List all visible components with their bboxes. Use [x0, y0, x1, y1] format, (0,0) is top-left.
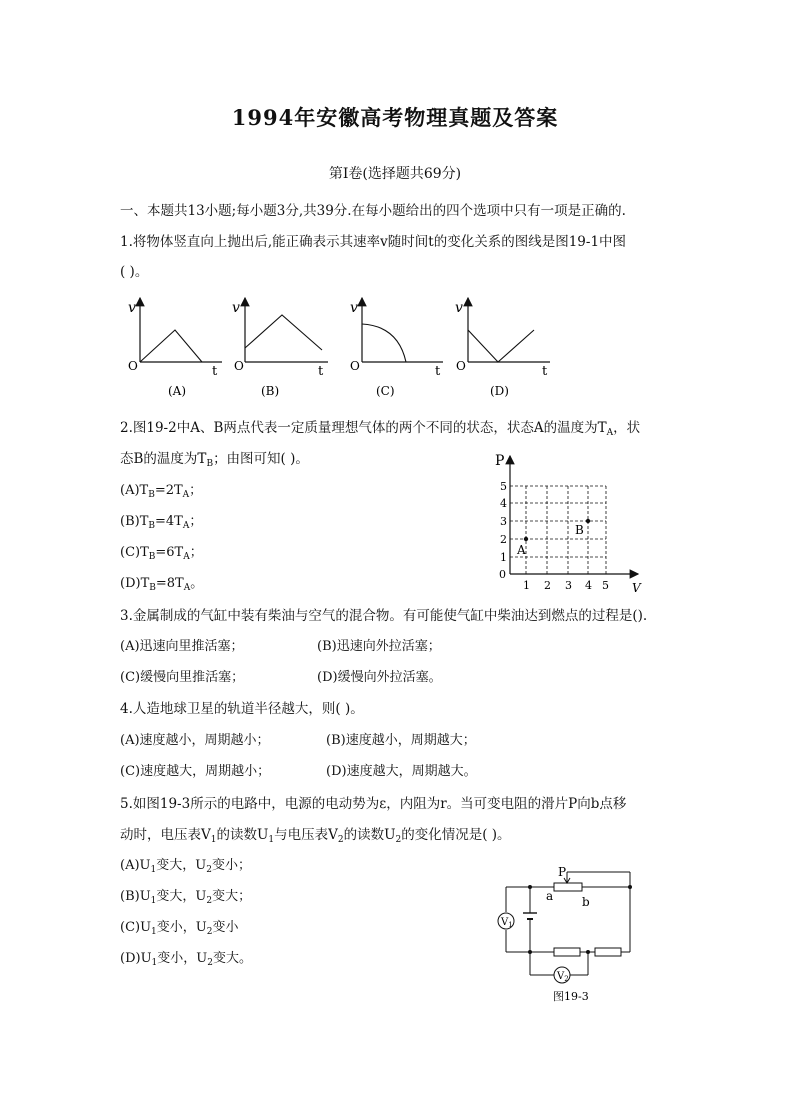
q1-graphs-figure	[110, 290, 560, 402]
q5-circuit-diagram	[490, 862, 640, 1010]
pv-point-b	[586, 519, 590, 523]
pv-ytick-3: 3	[500, 515, 507, 528]
q4-option-d: (D)速度越大，周期越大。	[326, 764, 477, 779]
q3-option-a: (A)迅速向里推活塞；	[120, 639, 244, 654]
q4-option-b: (B)速度越小，周期越大；	[326, 733, 476, 748]
q2-option-c: $(C)T_B=6T_A$；	[120, 545, 203, 562]
q1-graph-a	[128, 298, 222, 398]
q1-c-origin: O	[350, 359, 360, 373]
q5-option-b: $(B)U_1$变大，$U_2$变大；	[120, 889, 252, 906]
q1-c-v-label: v	[350, 300, 358, 316]
q1-graph-c	[350, 298, 443, 398]
pv-ytick-4: 4	[500, 497, 507, 510]
q5-option-c: $(C)U_1$变小，$U_2$变小	[120, 920, 239, 937]
q1-a-origin: O	[128, 359, 138, 373]
q1-b-t-label: t	[318, 364, 324, 379]
q1-graph-d	[455, 298, 550, 398]
q2-option-d: $(D)T_B=8T_A$。	[120, 576, 204, 593]
pv-origin: 0	[499, 568, 506, 581]
circuit-v1-label: $V_1$	[501, 917, 513, 929]
pv-v-label: V	[632, 581, 641, 595]
q1-stem-line1: 1.将物体竖直向上抛出后,能正确表示其速率v随时间t的变化关系的图线是图19-1中图	[120, 234, 627, 250]
pv-grid	[510, 486, 606, 574]
circuit-a-label: a	[546, 889, 554, 903]
q1-d-label: (D)	[490, 384, 509, 398]
pv-xtick-1: 1	[523, 579, 530, 592]
pv-p-label: P	[495, 453, 505, 469]
q1-c-t-label: t	[435, 364, 441, 379]
q1-graph-b	[232, 298, 328, 398]
page-title: 1994年安徽高考物理真题及答案	[231, 105, 559, 130]
q2-option-a: $(A)T_B=2T_A$；	[120, 483, 203, 500]
pv-xtick-3: 3	[565, 579, 572, 592]
pv-ytick-5: 5	[500, 480, 507, 493]
q4-stem: 4.人造地球卫星的轨道半径越大，则( )。	[120, 701, 364, 717]
q2-pv-chart	[488, 448, 648, 596]
q4-option-a: (A)速度越小，周期越小；	[120, 733, 270, 748]
q3-option-d: (D)缓慢向外拉活塞。	[317, 670, 442, 685]
q1-a-v-label: v	[128, 300, 136, 316]
variable-resistor	[554, 883, 582, 891]
q1-stem-line2: ( )。	[120, 264, 149, 280]
section-title: 第Ⅰ卷(选择题共69分)	[328, 166, 462, 182]
q1-d-v-label: v	[455, 300, 463, 316]
pv-point-a	[524, 537, 528, 541]
instructions: 一、本题共13小题;每小题3分,共39分.在每小题给出的四个选项中只有一项是正确的.	[120, 203, 626, 219]
q1-b-origin: O	[234, 359, 244, 373]
q3-option-c: (C)缓慢向里推活塞；	[120, 670, 245, 685]
circuit-b-label: b	[582, 895, 590, 909]
circuit-v2-label: $V_2$	[557, 971, 569, 983]
q2-option-b: $(B)T_B=4T_A$；	[120, 514, 203, 531]
q1-b-v-label: v	[232, 300, 240, 316]
q1-d-t-label: t	[542, 364, 548, 379]
q3-option-b: (B)迅速向外拉活塞；	[317, 639, 441, 654]
pv-xtick-4: 4	[585, 579, 592, 592]
pv-xtick-2: 2	[544, 579, 551, 592]
q1-c-label: (C)	[376, 384, 395, 398]
pv-ytick-2: 2	[500, 533, 507, 546]
q1-a-t-label: t	[212, 364, 218, 379]
fixed-resistor-2	[595, 948, 621, 956]
q5-stem-line1: 5.如图19-3所示的电路中，电源的电动势为ε，内阻为r。当可变电阻的滑片P向b点移	[120, 796, 627, 812]
circuit-caption: 图19-3	[553, 990, 589, 1003]
q2-stem-line2: 态B的温度为$T_B$；由图可知( )。	[120, 451, 309, 469]
pv-point-a-label: A	[517, 543, 526, 557]
q1-d-origin: O	[456, 359, 466, 373]
circuit-p-label: P	[558, 865, 567, 879]
fixed-resistor-1	[554, 948, 580, 956]
q4-option-c: (C)速度越大，周期越小；	[120, 764, 271, 779]
pv-point-b-label: B	[575, 523, 584, 537]
q5-option-a: $(A)U_1$变大，$U_2$变小；	[120, 858, 251, 875]
pv-xtick-5: 5	[602, 579, 609, 592]
q5-option-d: $(D)U_1$变小，$U_2$变大。	[120, 951, 252, 968]
q2-stem-line1: 2.图19-2中A、B两点代表一定质量理想气体的两个不同的状态，状态A的温度为$T_A$，状	[120, 420, 641, 438]
pv-ytick-1: 1	[500, 551, 507, 564]
q5-stem-line2: 动时，电压表$V_1$的读数$U_1$与电压表$V_2$的读数$U_2$的变化情况是( )。	[120, 827, 511, 845]
q1-a-label: (A)	[168, 384, 187, 398]
q1-b-label: (B)	[261, 384, 280, 398]
q3-stem: 3.金属制成的气缸中装有柴油与空气的混合物。有可能使气缸中柴油达到燃点的过程是().	[120, 608, 648, 624]
